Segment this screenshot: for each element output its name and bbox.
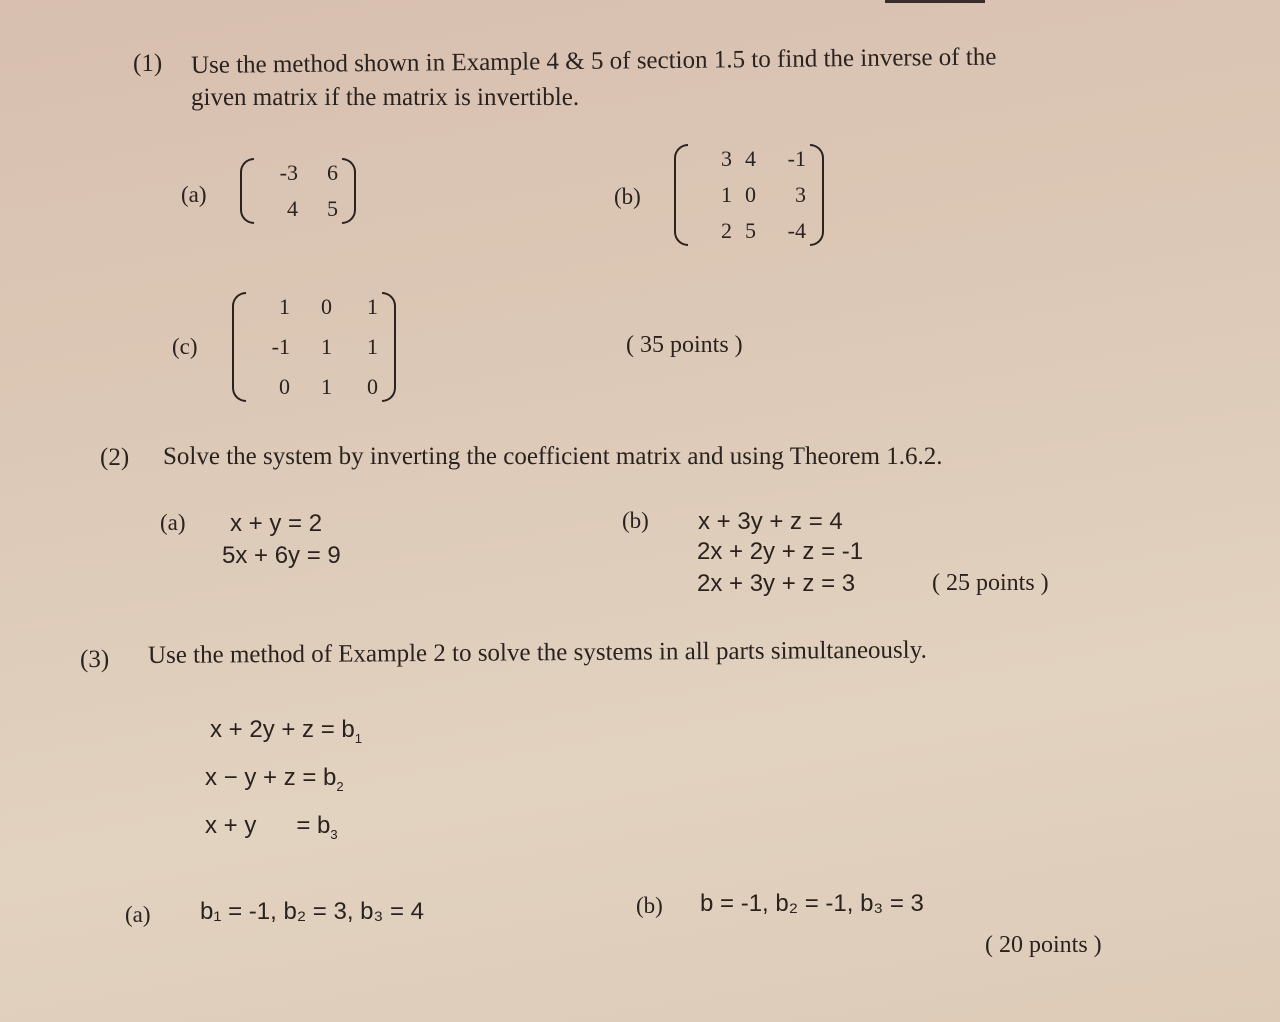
q1b-matrix: 3 4 -1 1 0 3 2 5 -4 [674, 144, 824, 246]
q2b-eq3: 2x + 3y + z = 3 [697, 570, 856, 597]
q3a-label: (a) [125, 902, 151, 927]
q2a-eq2: 5x + 6y = 9 [222, 542, 341, 569]
q3b-label: (b) [636, 893, 663, 918]
q2b-label: (b) [622, 508, 649, 533]
q2b-eq1: x + 3y + z = 4 [698, 508, 843, 535]
q2-instruction: Solve the system by inverting the coefficient matrix and using Theorem 1.6.2. [163, 443, 943, 470]
q2-points: ( 25 points ) [932, 570, 1049, 596]
q3-eq1: $x + 2y + z = b_1$ [210, 716, 362, 746]
q2a-label: (a) [160, 510, 186, 535]
q1c-matrix: 1 0 1 -1 1 1 0 1 0 [232, 292, 396, 402]
q3-number: (3) [80, 646, 110, 673]
q1-instruction-line1: Use the method shown in Example 4 & 5 of section 1.5 to find the inverse of the [190, 43, 997, 79]
q1-number: (1) [133, 50, 163, 77]
q1-instruction-line2: given matrix if the matrix is invertible. [191, 84, 580, 111]
q3-instruction: Use the method of Example 2 to solve the systems in all parts simultaneously. [147, 636, 927, 669]
q1a-label: (a) [181, 182, 207, 207]
q1b-label: (b) [614, 184, 641, 209]
q2a-eq1: x + y = 2 [230, 510, 323, 537]
paper-edge-mark [885, 0, 985, 3]
q1-points: ( 35 points ) [626, 332, 743, 358]
q2-number: (2) [100, 444, 130, 471]
q3-eq2: $x - y + z = b_2$ [205, 764, 344, 794]
q3-eq3: x + y = $b_3$ [205, 812, 338, 842]
q2b-eq2: 2x + 2y + z = -1 [697, 538, 864, 565]
q1a-matrix: -3 6 4 5 [240, 158, 356, 224]
q3-points: ( 20 points ) [985, 932, 1102, 958]
q1c-label: (c) [172, 334, 198, 359]
q3a-values: b₁ = -1, b₂ = 3, b₃ = 4 [200, 898, 424, 925]
q3b-values: b = -1, b₂ = -1, b₃ = 3 [700, 890, 924, 917]
